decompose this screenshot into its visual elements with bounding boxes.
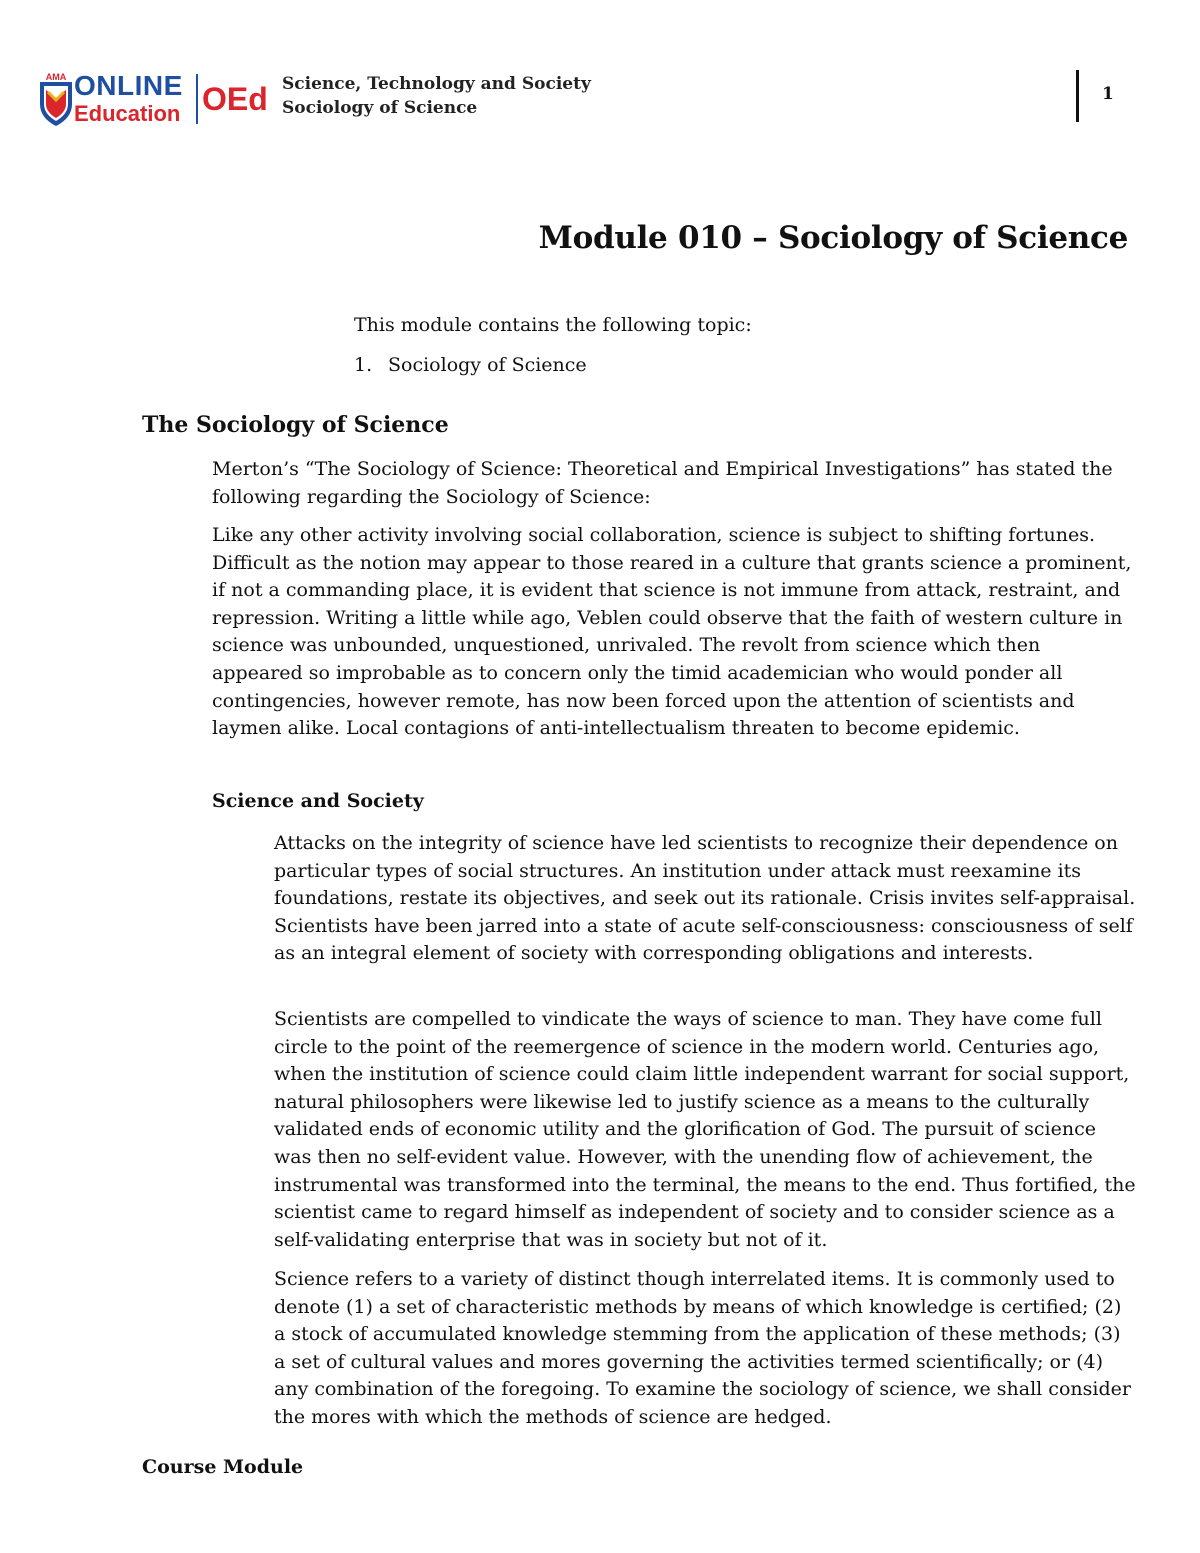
section-heading: The Sociology of Science xyxy=(142,412,449,438)
header-course-title: Science, Technology and Society xyxy=(282,74,591,94)
topic-item-number: 1. xyxy=(354,354,373,376)
logo-divider xyxy=(196,74,198,124)
footer-label: Course Module xyxy=(142,1456,304,1478)
subsection-heading: Science and Society xyxy=(212,790,424,812)
header-topic-title: Sociology of Science xyxy=(282,98,478,118)
topics-intro: This module contains the following topic: xyxy=(354,314,752,336)
logo-education-text: Education xyxy=(74,101,181,126)
section-intro-paragraph: Merton’s “The Sociology of Science: Theoretical and Empirical Investigations” has stated the following regarding the Sociology of Science: xyxy=(212,458,1113,508)
section-quote-paragraph: Like any other activity involving social collaboration, science is subject to shifting fortunes. Difficult as the notion may appear to those reared in a culture that grants science a prominent, if not a commanding place, it is evident that science is not immune from attack, restraint, and repression. Writing a little while ago, Veblen could observe that the faith of western culture in science was unbounded, unquestioned, unrivaled. The revolt from science which then appeared so improbable as to concern only the timid academician who would ponder all contingencies, however remote, has now been forced upon the attention of scientists and laymen alike. Local contagions of anti-intellectualism threaten to become epidemic. xyxy=(212,524,1132,740)
module-title: Module 010 – Sociology of Science xyxy=(538,220,1128,256)
logo-oed-text: OEd xyxy=(202,81,268,117)
subsection-paragraph-3: Science refers to a variety of distinct though interrelated items. It is commonly used to denote (1) a set of characteristic methods by means of which knowledge is certified; (2) a stock of accumulated knowledge stemming from the application of these methods; (3) a set of cultural values and mores governing the activities termed scientifically; or (4) any combination of the foregoing. To examine the sociology of science, we shall consider the mores with which the methods of science are hedged. xyxy=(274,1268,1131,1428)
subsection-paragraph-2: Scientists are compelled to vindicate the ways of science to man. They have come full circle to the point of the reemergence of science in the modern world. Centuries ago, when the institution of science could claim little independent warrant for social support, natural philosophers were likewise led to justify science as a means to the culturally validated ends of economic utility and the glorification of God. The pursuit of science was then no self-evident value. However, with the unending flow of achievement, the instrumental was transformed into the terminal, the means to the end. Thus fortified, the scientist came to regard himself as independent of society and to consider science as a self-validating enterprise that was in society but not of it. xyxy=(274,1008,1136,1251)
page-header xyxy=(0,0,1200,140)
page-number: 1 xyxy=(1102,84,1114,104)
topic-item-label: Sociology of Science xyxy=(388,354,587,376)
logo-crest-text: AMA xyxy=(45,72,67,82)
ama-crest-icon xyxy=(40,72,72,126)
online-education-logo xyxy=(38,68,270,128)
subsection-paragraph-1: Attacks on the integrity of science have led scientists to recognize their dependence on particular types of social structures. An institution under attack must reexamine its foundations, restate its objectives, and seek out its rationale. Crisis invites self-appraisal. Scientists have been jarred into a state of acute self-consciousness: consciousness of self as an integral element of society with corresponding obligations and interests. xyxy=(274,832,1136,965)
header-titles xyxy=(282,72,591,120)
page-number-divider xyxy=(1076,70,1079,122)
topics-list xyxy=(354,354,587,376)
logo-online-text: ONLINE xyxy=(74,70,183,101)
topic-item xyxy=(354,354,587,376)
